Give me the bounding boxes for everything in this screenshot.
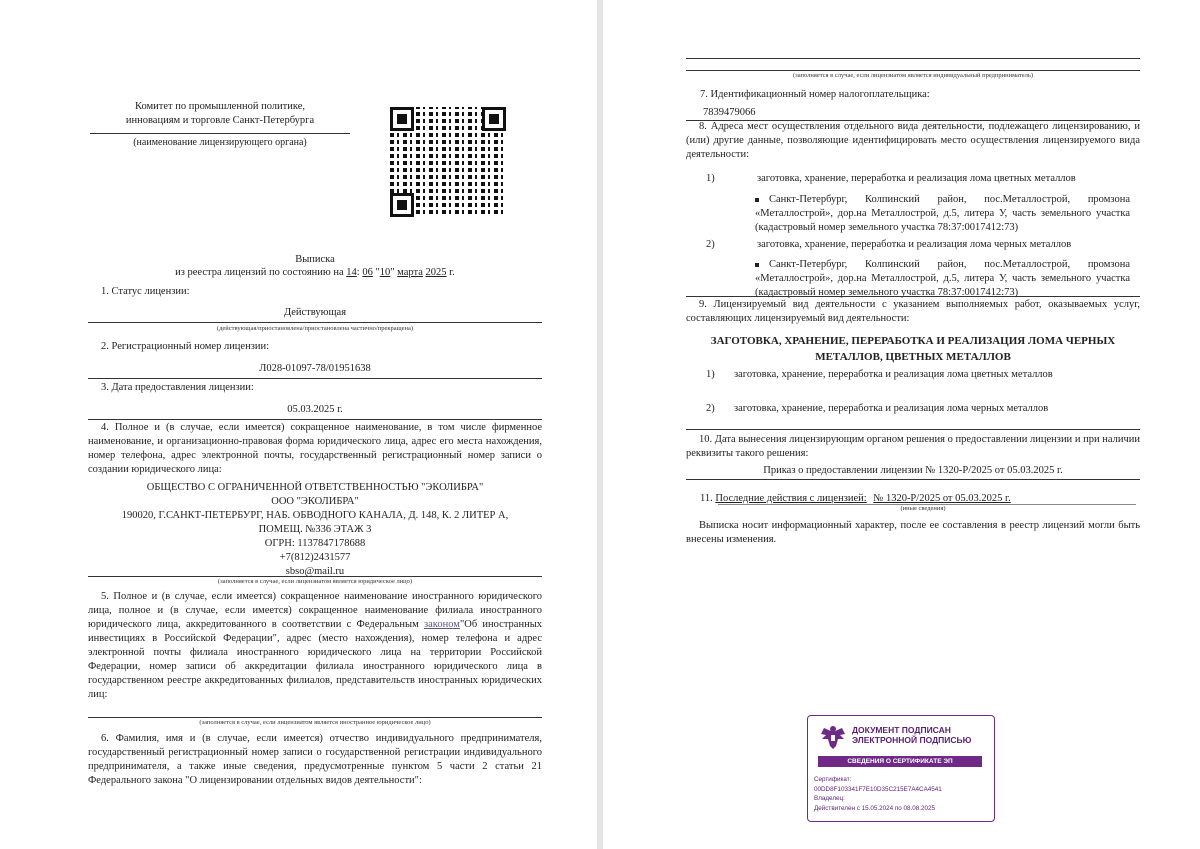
section-11-caption: (иные сведения): [900, 505, 946, 512]
section-5-caption: (заполняется в случае, если лицензиатом является иностранное юридическое лицо): [199, 719, 431, 726]
section-5-text-a: 5. Полное и (в случае, если имеется) сокращенное наименование иностранного юридического лица, полное и (в случае, если имеется) сокращенное наименование филиала иностранного юридического лица, аккредитованного в соответствии с Федеральным: [88, 591, 542, 630]
org-address-line-2: ПОМЕЩ. №336 ЭТАЖ 3: [258, 524, 372, 535]
bullet-icon: [755, 263, 759, 267]
section-4-text: 4. Полное и (в случае, если имеется) сокращенное наименование, в том числе фирменное наименование, и организационно-правовая форма юридического лица, адрес его места нахождения, номер телефона, адрес электронной почты, государственный регистрационный номер записи о создании юридического лица:: [88, 422, 542, 475]
section-10-text: 10. Дата вынесения лицензирующим органом решения о предоставлении лицензии и при наличии реквизиты такого решения:: [686, 434, 1140, 459]
informational-note: Выписка носит информационный характер, после ее составления в реестр лицензий могли быть внесены изменения.: [686, 520, 1140, 545]
org-email: sbso@mail.ru: [285, 566, 345, 577]
activity-heading: [686, 333, 1140, 365]
activity-heading-line-2: МЕТАЛЛОВ, ЦВЕТНЫХ МЕТАЛЛОВ: [815, 351, 1011, 363]
work-2-num: 2): [706, 403, 715, 414]
organization-details: [88, 481, 542, 579]
qr-finder-bottom-left: [390, 193, 414, 217]
org-full-name: ОБЩЕСТВО С ОГРАНИЧЕННОЙ ОТВЕТСТВЕННОСТЬЮ "ЭКОЛИБРА": [146, 482, 484, 493]
section-2-rule: [88, 378, 542, 379]
stamp-info: [814, 775, 942, 813]
extract-subtitle: из реестра лицензий по состоянию на 14: 06 "10" марта 2025 г.: [175, 267, 455, 278]
section-3-rule: [88, 419, 542, 420]
activity-heading-line-1: ЗАГОТОВКА, ХРАНЕНИЕ, ПЕРЕРАБОТКА И РЕАЛИЗАЦИЯ ЛОМА ЧЕРНЫХ: [710, 335, 1116, 347]
cert-label: Сертификат:: [814, 776, 852, 783]
org-address-line-1: 190020, Г.САНКТ-ПЕТЕРБУРГ, НАБ. ОБВОДНОГО КАНАЛА, Д. 148, К. 2 ЛИТЕР А,: [121, 510, 509, 521]
authority-caption: (наименование лицензирующего органа): [133, 137, 307, 148]
coat-of-arms-icon: [818, 722, 848, 752]
place-2-num: 2): [706, 239, 715, 250]
section-4-rule: [88, 576, 542, 577]
place-1-activity: заготовка, хранение, переработка и реализация лома цветных металлов: [757, 173, 1076, 184]
subtitle-month: марта: [397, 267, 423, 278]
place-1-address-text: Санкт-Петербург, Колпинский район, пос.Металлострой, промзона «Металлострой», дор.на Металлострой, д.5, литера У, часть земельного участка (кадастровый номер земельного участка 78:37:0017412:73): [755, 194, 1130, 233]
section-5-text-b: "Об иностранных инвестициях в Российской Федерации", адрес (место нахождения), номер телефона и адрес электронной почты филиала иностранного юридического лица на территории Российской Федерации, номер записи об аккредитации филиала иностранного юридического лица в государственном реестре аккредитованных филиалов, представительств иностранных юридических лиц:: [88, 619, 543, 700]
stamp-title: [852, 725, 971, 745]
subtitle-hour: 14: [346, 267, 357, 278]
owner-label: Владелец:: [814, 795, 845, 802]
decision-value: Приказ о предоставлении лицензии № 1320-Р/2025 от 05.03.2025 г.: [763, 465, 1063, 476]
org-ogrn: ОГРН: 1137847178688: [264, 538, 366, 549]
section-1-rule: [88, 322, 542, 323]
section-6-text: 6. Фамилия, имя и (в случае, если имеется) отчество индивидуального предпринимателя, государственный регистрационный номер записи о государственной регистрации индивидуального предпринимателя, а также иные сведения, предусмотренные пунктом 5 части 2 статьи 21 Федерального закона "О лицензировании отдельных видов деятельности":: [88, 733, 542, 786]
license-date-value: 05.03.2025 г.: [287, 404, 343, 415]
last-action-value: № 1320-Р/2025 от 05.03.2025 г.: [873, 493, 1011, 504]
section-5-text: [88, 590, 542, 702]
section-2-label: 2. Регистрационный номер лицензии:: [101, 341, 270, 352]
subtitle-day: 10: [379, 267, 391, 278]
work-1-text: заготовка, хранение, переработка и реализация лома цветных металлов: [734, 369, 1053, 380]
subtitle-suffix: г.: [449, 267, 455, 278]
section-8-rule: [686, 296, 1140, 297]
subtitle-minute: 06: [362, 267, 373, 278]
org-phone: +7(812)2431577: [279, 552, 351, 563]
top-rule-1: [686, 58, 1140, 59]
top-rule-2: [686, 70, 1140, 71]
page-2: [603, 0, 1200, 849]
place-2-address: [755, 258, 1130, 300]
qr-finder-top-right: [482, 107, 506, 131]
authority-rule: [90, 133, 350, 134]
work-2-text: заготовка, хранение, переработка и реализация лома черных металлов: [734, 403, 1049, 414]
section-11-prefix: 11.: [700, 493, 713, 504]
section-4-caption: (заполняется в случае, если лицензиатом является юридическое лицо): [217, 578, 413, 585]
place-1-address: [755, 193, 1130, 235]
section-8-text: 8. Адреса мест осуществления отдельного вида деятельности, подлежащего лицензированию, и (или) другие данные, позволяющие идентифицировать место осуществления лицензируемого вида деятельности:: [686, 121, 1140, 160]
section-9-rule: [686, 429, 1140, 430]
license-status-value: Действующая: [283, 307, 347, 318]
place-2-address-text: Санкт-Петербург, Колпинский район, пос.Металлострой, промзона «Металлострой», дор.на Металлострой, д.5, литера У, часть земельного участка (кадастровый номер земельного участка 78:37:0017412:73): [755, 259, 1130, 298]
cert-validity: Действителен с 15.05.2024 по 08.08.2025: [814, 804, 936, 812]
authority-line-2: инновациям и торговле Санкт-Петербурга: [125, 115, 315, 126]
extract-title: Выписка: [295, 254, 335, 265]
stamp-title-line-1: ДОКУМЕНТ ПОДПИСАН: [852, 725, 951, 735]
authority-name: [88, 100, 352, 128]
section-11-label: Последние действия с лицензией:: [715, 493, 867, 504]
e-signature-stamp: [807, 715, 995, 822]
section-10-rule: [686, 479, 1140, 480]
section-7-label: 7. Идентификационный номер налогоплательщика:: [700, 89, 930, 100]
section-1-caption: (действующая/приостановлена/приостановлена частично/прекращена): [216, 325, 414, 332]
section-3-label: 3. Дата предоставления лицензии:: [101, 382, 254, 393]
section-5-rule: [88, 717, 542, 718]
federal-law-link[interactable]: законом: [424, 619, 460, 630]
bullet-icon: [755, 198, 759, 202]
section-1-label: 1. Статус лицензии:: [101, 286, 190, 297]
cert-value: 00DD8F103341F7E10D35C215E7A4CA4541: [814, 785, 942, 793]
page-1: [0, 0, 597, 849]
org-short-name: ООО "ЭКОЛИБРА": [271, 496, 359, 507]
subtitle-prefix: из реестра лицензий по состоянию на: [175, 267, 344, 278]
section-9-text: 9. Лицензируемый вид деятельности с указанием выполняемых работ, оказываемых услуг, составляющих лицензируемый вид деятельности:: [686, 299, 1140, 324]
place-2-activity: заготовка, хранение, переработка и реализация лома черных металлов: [757, 239, 1072, 250]
top-caption: (заполняется в случае, если лицензиатом является индивидуальный предприниматель): [792, 72, 1034, 79]
qr-finder-top-left: [390, 107, 414, 131]
place-1-num: 1): [706, 173, 715, 184]
subtitle-year: 2025: [425, 267, 447, 278]
stamp-title-line-2: ЭЛЕКТРОННОЙ ПОДПИСЬЮ: [852, 735, 972, 745]
license-number-value: Л028-01097-78/01951638: [259, 363, 371, 374]
authority-line-1: Комитет по промышленной политике,: [134, 101, 305, 112]
inn-value: 7839479066: [703, 107, 756, 118]
stamp-bar: СВЕДЕНИЯ О СЕРТИФИКАТЕ ЭП: [818, 756, 982, 767]
work-1-num: 1): [706, 369, 715, 380]
qr-code: [390, 107, 506, 217]
